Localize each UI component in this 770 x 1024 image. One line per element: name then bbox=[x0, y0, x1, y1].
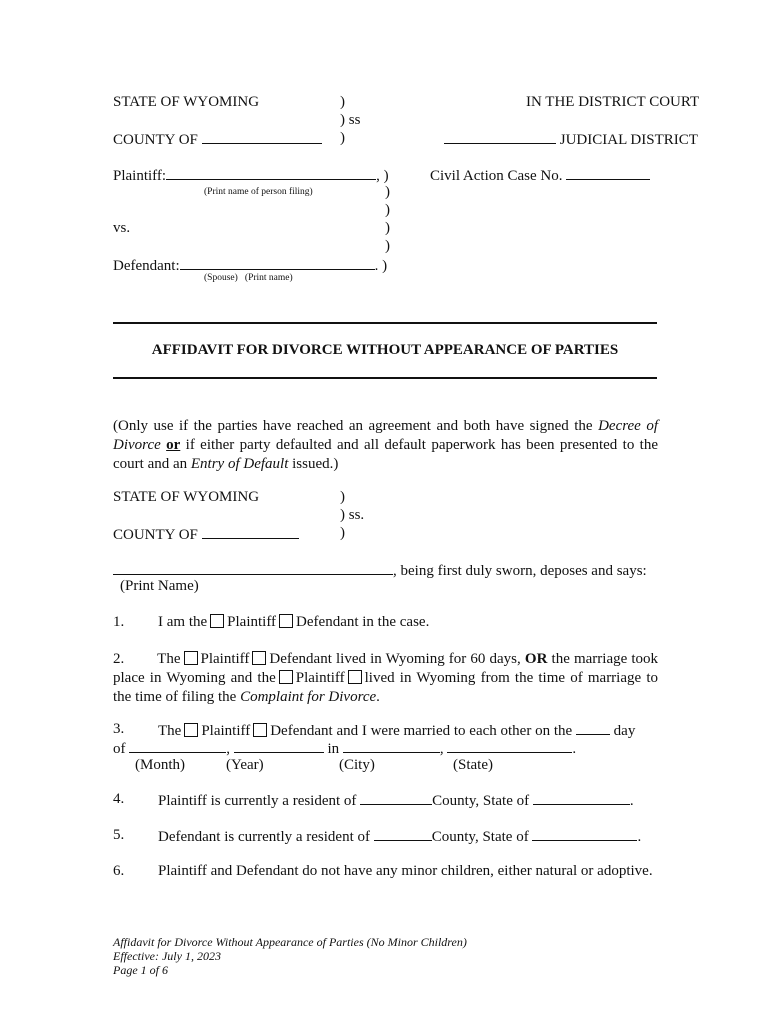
plaintiff-label: Plaintiff: bbox=[113, 168, 167, 184]
item-2-plaintiff-checkbox-2[interactable] bbox=[279, 670, 293, 684]
item-6-number: 6. bbox=[113, 863, 125, 879]
caption-paren-2: ) bbox=[340, 130, 345, 146]
item-3-text-b: and I were married to each other on the bbox=[336, 723, 573, 739]
venue-county-blank[interactable] bbox=[202, 525, 299, 539]
entry-of-default: Entry of Default bbox=[190, 456, 289, 472]
intro-text-3: issued.) bbox=[288, 456, 339, 472]
page-footer bbox=[113, 935, 467, 977]
title-rule-top bbox=[113, 322, 657, 324]
venue-state: STATE OF WYOMING bbox=[113, 489, 260, 505]
month-hint: (Month) bbox=[135, 757, 185, 773]
caption-county bbox=[113, 130, 322, 149]
caption-paren-3: ) bbox=[385, 184, 390, 200]
item-2-text-a: The bbox=[157, 651, 181, 667]
state-hint: (State) bbox=[453, 757, 493, 773]
item-2-text-d: lived in Wyoming from the time of marriage to the time of filing the bbox=[113, 670, 658, 705]
document-title: AFFIDAVIT FOR DIVORCE WITHOUT APPEARANCE OF PARTIES bbox=[151, 342, 619, 358]
item-2-number: 2. bbox=[113, 651, 125, 667]
item-5-text: Defendant is currently a resident of bbox=[158, 829, 370, 845]
plaintiff-comma-paren: , ) bbox=[376, 168, 389, 184]
defendant-state-blank[interactable] bbox=[532, 827, 637, 841]
caption-paren-6: ) bbox=[385, 238, 390, 254]
marriage-year-blank[interactable] bbox=[234, 739, 324, 753]
item-3-defendant-checkbox[interactable] bbox=[253, 723, 267, 737]
intro-paragraph bbox=[113, 417, 658, 474]
defendant-period-paren: . ) bbox=[374, 258, 388, 274]
item-5-county-state: County, State of bbox=[431, 829, 529, 845]
item-2-plaintiff-label-2: Plaintiff bbox=[295, 670, 345, 686]
item-5-number: 5. bbox=[113, 827, 125, 843]
venue-county-label: COUNTY OF bbox=[113, 527, 198, 543]
venue-paren-1: ) bbox=[340, 489, 345, 505]
marriage-month-blank[interactable] bbox=[129, 739, 226, 753]
complaint-for-divorce: Complaint for Divorce bbox=[240, 689, 377, 705]
plaintiff-state-blank[interactable] bbox=[533, 791, 630, 805]
case-number-label: Civil Action Case No. bbox=[430, 168, 563, 184]
footer-page-number: Page 1 of 6 bbox=[113, 963, 168, 977]
year-hint: (Year) bbox=[226, 757, 264, 773]
item-3-text-a: The bbox=[158, 723, 182, 739]
item-1-plaintiff-label: Plaintiff bbox=[227, 614, 277, 630]
item-3-in: in bbox=[327, 741, 340, 757]
title-rule-bottom bbox=[113, 377, 657, 379]
item-2-defendant-checkbox[interactable] bbox=[252, 651, 266, 665]
plaintiff-hint: (Print name of person filing) bbox=[204, 187, 313, 197]
vs-label: vs. bbox=[113, 220, 131, 236]
item-4-county-state: County, State of bbox=[432, 793, 530, 809]
defendant-hint: (Spouse) (Print name) bbox=[204, 273, 293, 283]
judicial-district-label: JUDICIAL DISTRICT bbox=[559, 132, 698, 148]
item-2-or: OR bbox=[524, 651, 548, 667]
marriage-state-blank[interactable] bbox=[447, 739, 572, 753]
city-hint: (City) bbox=[339, 757, 375, 773]
county-blank[interactable] bbox=[202, 130, 322, 144]
item-1 bbox=[158, 614, 429, 631]
item-1-defendant-checkbox[interactable] bbox=[279, 614, 293, 628]
item-1-text-b: in the case. bbox=[362, 614, 430, 630]
judicial-district bbox=[444, 130, 698, 149]
court-name: IN THE DISTRICT COURT bbox=[526, 94, 700, 110]
plaintiff-county-blank[interactable] bbox=[360, 791, 432, 805]
item-3-day: day bbox=[613, 723, 636, 739]
item-3-of: of bbox=[113, 741, 126, 757]
item-4-text: Plaintiff is currently a resident of bbox=[158, 793, 357, 809]
item-3-number: 3. bbox=[113, 721, 125, 737]
caption-paren-5: ) bbox=[385, 220, 390, 236]
defendant-county-blank[interactable] bbox=[374, 827, 432, 841]
print-name-hint: (Print Name) bbox=[120, 578, 199, 594]
venue-county bbox=[113, 525, 299, 544]
caption-state: STATE OF WYOMING bbox=[113, 94, 260, 110]
footer-form-title: Affidavit for Divorce Without Appearance of Parties (No Minor Children) bbox=[113, 935, 467, 949]
decree-of-divorce: Decree of Divorce bbox=[113, 418, 658, 453]
item-2-text-c: the marriage took place in Wyoming and the bbox=[113, 651, 659, 686]
case-number-blank[interactable] bbox=[566, 166, 650, 180]
item-3-line-2: of , in , . bbox=[113, 741, 577, 757]
item-3-plaintiff-label: Plaintiff bbox=[201, 723, 251, 739]
item-4: Plaintiff is currently a resident of County, State of . bbox=[158, 793, 634, 809]
venue-paren-2: ) bbox=[340, 525, 345, 541]
item-1-plaintiff-checkbox[interactable] bbox=[210, 614, 224, 628]
caption-county-label: COUNTY OF bbox=[113, 132, 198, 148]
item-2-plaintiff-checkbox[interactable] bbox=[184, 651, 198, 665]
caption-paren-1: ) bbox=[340, 94, 345, 110]
affiant-name-blank[interactable] bbox=[113, 561, 393, 575]
caption-ss: ) ss bbox=[340, 112, 361, 128]
marriage-day-blank[interactable] bbox=[576, 721, 610, 735]
item-1-number: 1. bbox=[113, 614, 125, 630]
item-2-defendant-label: Defendant bbox=[269, 651, 332, 667]
district-number-blank[interactable] bbox=[444, 130, 556, 144]
plaintiff-name-blank[interactable] bbox=[166, 166, 376, 180]
item-3-plaintiff-checkbox[interactable] bbox=[184, 723, 198, 737]
sworn-text: , being first duly sworn, deposes and says: bbox=[393, 563, 647, 579]
marriage-city-blank[interactable] bbox=[343, 739, 440, 753]
item-2-defendant-checkbox-2[interactable] bbox=[348, 670, 362, 684]
item-5: Defendant is currently a resident of County, State of . bbox=[158, 829, 642, 845]
item-2: 2. The Plaintiff Defendant lived in Wyoming for 60 days, OR the marriage took place in Wyoming and the Plaintiff lived in Wyoming from the time of marriage to the time of filing the Complaint for Divorce. bbox=[113, 651, 659, 705]
item-6: Plaintiff and Defendant do not have any minor children, either natural or adoptive. bbox=[158, 863, 653, 879]
item-3-defendant-label: Defendant bbox=[270, 723, 333, 739]
case-number bbox=[430, 166, 650, 185]
item-1-text-a: I am the bbox=[158, 614, 208, 630]
intro-text-1: (Only use if the parties have reached an agreement and both have signed the bbox=[113, 418, 599, 434]
item-3-line-1 bbox=[158, 721, 635, 740]
item-2-plaintiff-label: Plaintiff bbox=[200, 651, 250, 667]
item-1-defendant-label: Defendant bbox=[296, 614, 359, 630]
plaintiff-line bbox=[113, 166, 389, 185]
item-4-number: 4. bbox=[113, 791, 125, 807]
defendant-label: Defendant: bbox=[113, 258, 180, 274]
caption-paren-4: ) bbox=[385, 202, 390, 218]
intro-text-2: if either party defaulted and all default paperwork has been presented to the court and an bbox=[113, 437, 658, 472]
item-2-text-b: lived in Wyoming for 60 days, bbox=[335, 651, 521, 667]
intro-or: or bbox=[166, 437, 181, 453]
defendant-name-blank[interactable] bbox=[180, 256, 375, 270]
footer-effective-date: Effective: July 1, 2023 bbox=[113, 949, 221, 963]
venue-ss: ) ss. bbox=[340, 507, 365, 523]
